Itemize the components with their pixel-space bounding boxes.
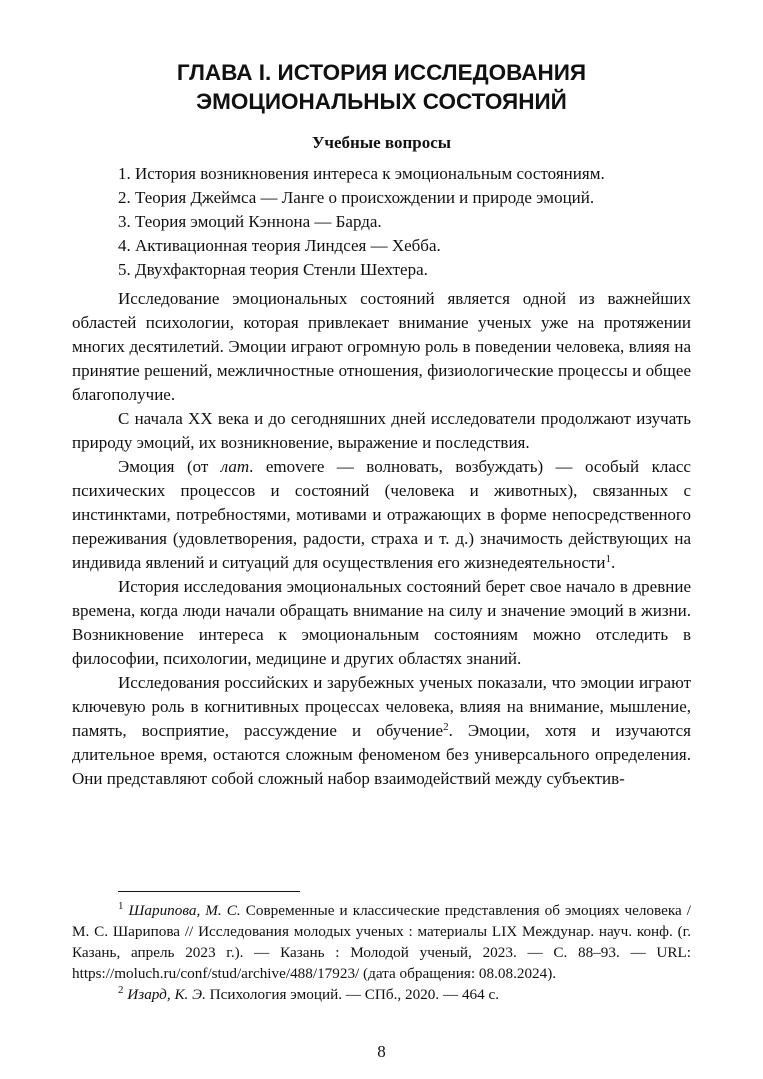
question-item: 1. История возникновения интереса к эмоциональным состояниям. xyxy=(118,164,605,183)
body-text xyxy=(72,287,691,791)
footnote-2-author: Изард, К. Э. xyxy=(127,986,206,1003)
paragraph-3-end: . xyxy=(610,553,616,572)
page-number: 8 xyxy=(377,1042,386,1061)
chapter-title-line-2: ЭМОЦИОНАЛЬНЫХ СОСТОЯНИЙ xyxy=(196,89,567,114)
abbreviation-lat: лат xyxy=(220,457,250,476)
question-item: 5. Двухфакторная теория Стенли Шехтера. xyxy=(118,260,428,279)
paragraph-3-text: . emovere — волновать, возбуждать) — особый класс психических процессов и состояний (человека и животных), связанных с инстинктами, потребностями, мотивами и отражающих в форме непосредственного переживания (удовлетворения, радости, страха и т. д.) значимость действующих на индивида явлений и ситуаций для осуществления его жизнедеятельности xyxy=(72,457,691,572)
footnote-1-author: Шарипова, М. С. xyxy=(128,902,241,919)
paragraph-5 xyxy=(72,671,691,791)
question-item: 3. Теория эмоций Кэннона — Барда. xyxy=(118,212,382,231)
questions-list xyxy=(118,162,698,282)
chapter-title-line-1: ГЛАВА I. ИСТОРИЯ ИССЛЕДОВАНИЯ xyxy=(176,60,587,85)
chapter-title xyxy=(0,58,763,116)
paragraph-5-text-start: Исследования российских и зарубежных ученых показали, что эмоции играют ключевую роль в когнитивных процессах человека, влияя на внимание, мышление, память, восприятие, рассуждение и обучение xyxy=(72,673,691,740)
footnote-2-text: Психология эмоций. — СПб., 2020. — 464 с. xyxy=(205,986,500,1003)
footnote-ref-2[interactable]: 2 xyxy=(443,721,449,733)
paragraph-1: Исследование эмоциональных состояний является одной из важнейших областей психологии, которая привлекает внимание ученых уже на протяжении многих десятилетий. Эмоции играют огромную роль в поведении человека, влияя на принятие решений, межличностные отношения, физиологические процессы и общее благополучие. xyxy=(72,289,691,404)
paragraph-2: С начала XX века и до сегодняшних дней исследователи продолжают изучать природу эмоций, их возникновение, выражение и последствия. xyxy=(72,409,691,452)
footnote-1-text: Современные и классические представления об эмоциях человека / М. С. Шарипова // Исследования молодых ученых : материалы LIX Междунар. науч. конф. (г. Казань, апрель 2023 г.). — Казань : Молодой ученый, 2023. — С. 88–93. — URL: https://moluch.ru/conf/stud/archive/488/17923/ (дата обращения: 08.08.2024). xyxy=(72,902,691,982)
footnote-2-number: 2 xyxy=(118,984,124,996)
footnote-1 xyxy=(72,900,691,984)
paragraph-5-text-end: . Эмоции, хотя и изучаются длительное время, остаются сложным феноменом без универсального определения. Они представляют собой сложный набор взаимодействий между субъектив- xyxy=(72,721,691,788)
paragraph-3 xyxy=(72,455,691,575)
paragraph-4: История исследования эмоциональных состояний берет свое начало в древние времена, когда люди начали обращать внимание на силу и значение эмоций в жизни. Возникновение интереса к эмоциональным состояниям можно отследить в философии, психологии, медицине и других областях знаний. xyxy=(72,577,691,668)
question-item: 2. Теория Джеймса — Ланге о происхождении и природе эмоций. xyxy=(118,188,595,207)
paragraph-3-text-start: Эмоция (от xyxy=(118,457,221,476)
footnote-2 xyxy=(72,984,691,1005)
footnote-divider xyxy=(118,891,300,892)
footnote-ref-1[interactable]: 1 xyxy=(605,553,611,565)
footnote-1-number: 1 xyxy=(118,900,124,912)
questions-heading: Учебные вопросы xyxy=(311,133,452,152)
question-item: 4. Активационная теория Линдсея — Хебба. xyxy=(118,236,441,255)
footnotes xyxy=(72,900,691,1005)
